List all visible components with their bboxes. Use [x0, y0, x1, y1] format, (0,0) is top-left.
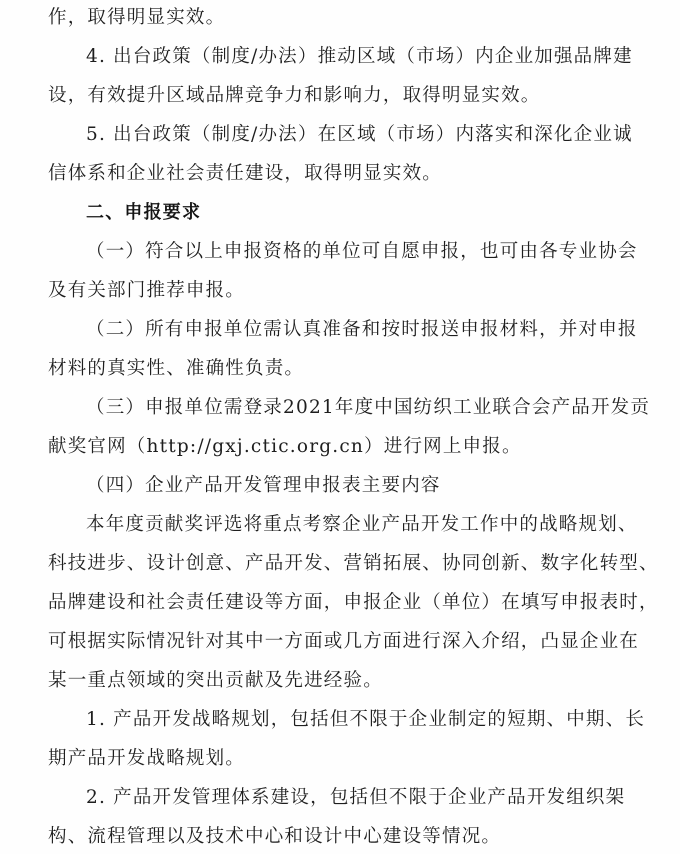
- paragraph-line: 构、流程管理以及技术中心和设计中心建设等情况。: [48, 826, 502, 847]
- paragraph-line: （二）所有申报单位需认真准备和按时报送申报材料，并对申报: [86, 319, 638, 340]
- paragraph-line: 作，取得明显实效。: [48, 7, 226, 28]
- paragraph-line: 可根据实际情况针对其中一方面或几方面进行深入介绍，凸显企业在: [48, 631, 640, 652]
- paragraph-line: 科技进步、设计创意、产品开发、营销拓展、协同创新、数字化转型、: [48, 553, 659, 574]
- paragraph-line: 献奖官网（http://gxj.ctic.org.cn）进行网上申报。: [48, 436, 522, 457]
- paragraph-line: 品牌建设和社会责任建设等方面，申报企业（单位）在填写申报表时，: [48, 592, 659, 613]
- paragraph-line: 本年度贡献奖评选将重点考察企业产品开发工作中的战略规划、: [86, 514, 638, 535]
- paragraph-line: 2. 产品开发管理体系建设，包括但不限于企业产品开发组织架: [86, 787, 626, 808]
- paragraph-line: 4. 出台政策（制度/办法）推动区域（市场）内企业加强品牌建: [86, 46, 633, 67]
- paragraph-line: 材料的真实性、准确性负责。: [48, 358, 305, 379]
- paragraph-line: （一）符合以上申报资格的单位可自愿申报，也可由各专业协会: [86, 241, 638, 262]
- paragraph-line: （四）企业产品开发管理申报表主要内容: [86, 475, 441, 496]
- paragraph-line: 及有关部门推荐申报。: [48, 280, 246, 301]
- paragraph-line: 1. 产品开发战略规划，包括但不限于企业制定的短期、中期、长: [86, 709, 646, 730]
- paragraph-line: 信体系和企业社会责任建设，取得明显实效。: [48, 163, 443, 184]
- paragraph-line: 期产品开发战略规划。: [48, 748, 246, 769]
- paragraph-line: （三）申报单位需登录2021年度中国纺织工业联合会产品开发贡: [86, 397, 651, 418]
- section-heading: 二、申报要求: [86, 202, 202, 223]
- paragraph-line: 设，有效提升区域品牌竞争力和影响力，取得明显实效。: [48, 85, 541, 106]
- paragraph-line: 5. 出台政策（制度/办法）在区域（市场）内落实和深化企业诚: [86, 124, 633, 145]
- paragraph-line: 某一重点领域的突出贡献及先进经验。: [48, 670, 383, 691]
